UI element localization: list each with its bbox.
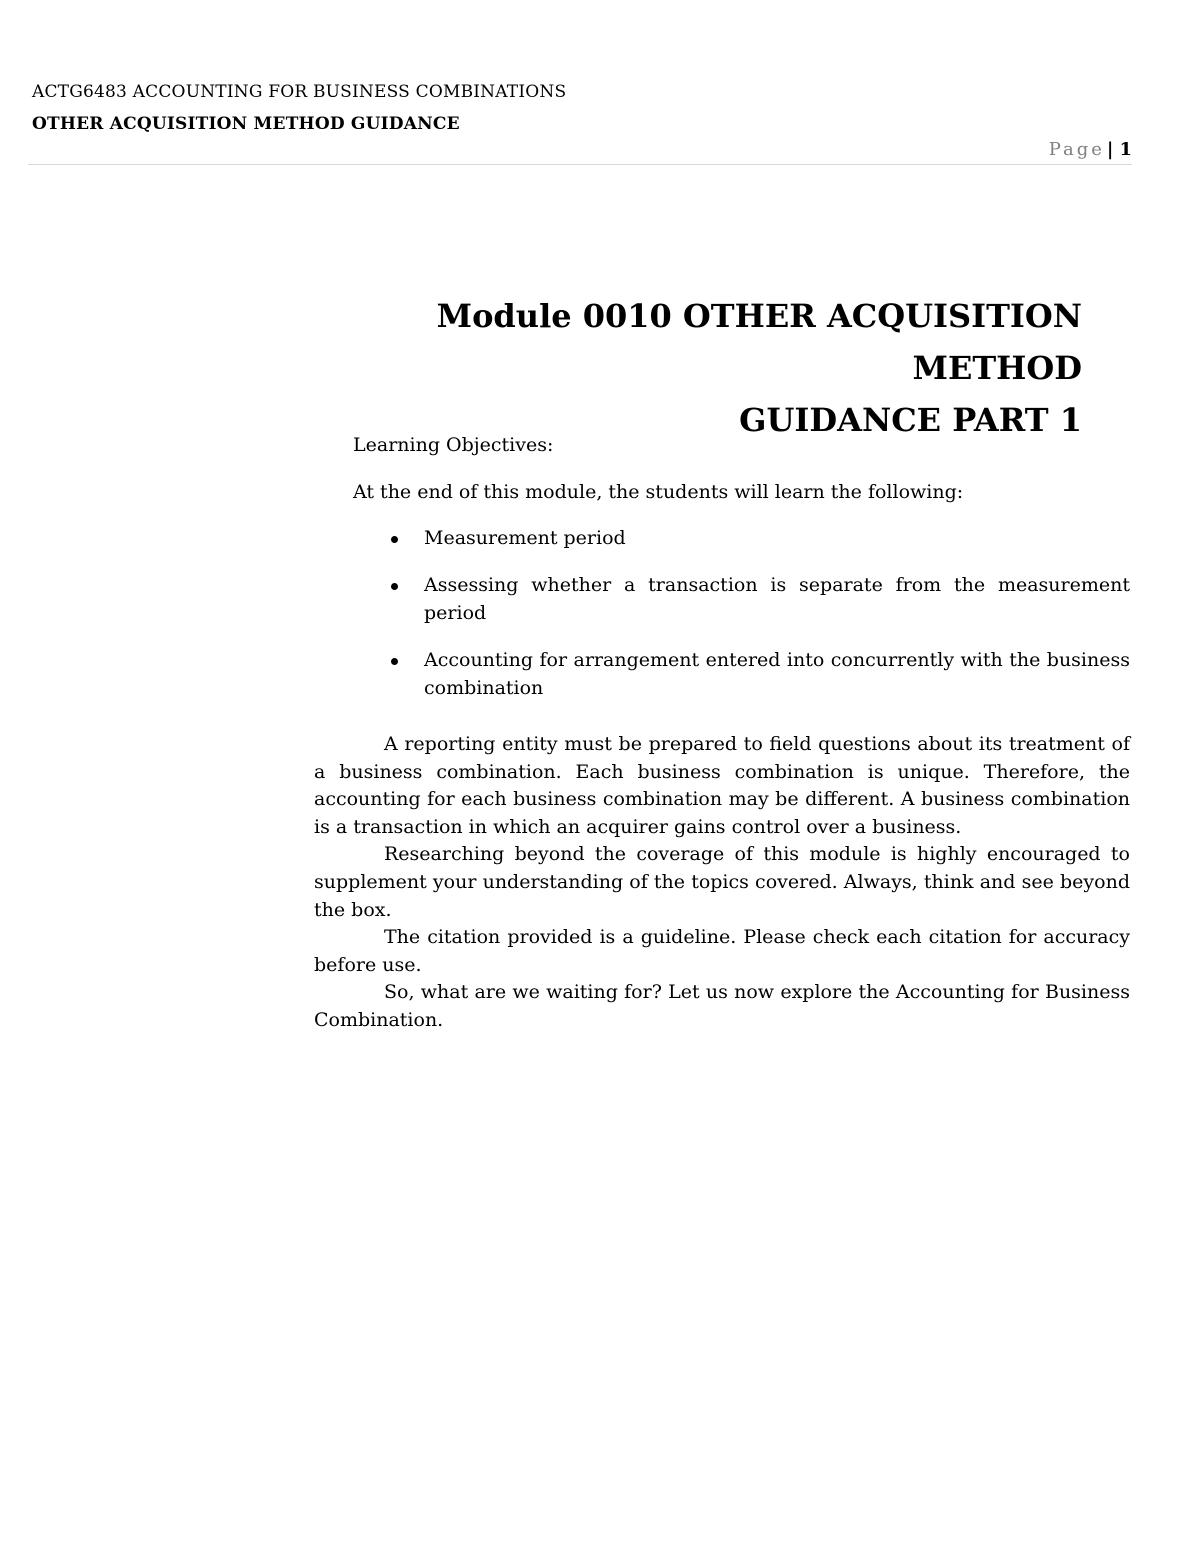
course-title: ACTG6483 ACCOUNTING FOR BUSINESS COMBINATIONS — [32, 82, 567, 102]
page-number-value: 1 — [1119, 139, 1132, 160]
page-separator: | — [1106, 139, 1114, 160]
module-title-line-1: Module 0010 OTHER ACQUISITION METHOD — [436, 297, 1082, 387]
bullet-icon — [391, 658, 398, 665]
body-paragraph: So, what are we waiting for? Let us now explore the Accounting for Business Combination. — [314, 981, 1130, 1031]
list-item — [353, 646, 1130, 702]
header-divider — [28, 164, 1132, 165]
list-item — [353, 524, 1130, 552]
list-item-text: Accounting for arrangement entered into concurrently with the business combination — [424, 649, 1130, 699]
module-title — [300, 290, 1082, 446]
body-paragraph: The citation provided is a guideline. Please check each citation for accuracy before use. — [314, 926, 1130, 976]
page-header — [32, 80, 1132, 136]
body-paragraph: A reporting entity must be prepared to field questions about its treatment of a business combination. Each business combination is unique. Therefore, the accounting for each business combination may be different. A business combination is a transaction in which an acquirer gains control over a business. — [314, 733, 1130, 838]
page-label: Page — [1048, 139, 1105, 160]
body-text — [314, 731, 1130, 1035]
learning-objectives — [353, 430, 1133, 721]
module-subtitle: OTHER ACQUISITION METHOD GUIDANCE — [32, 114, 460, 134]
list-item-text: Assessing whether a transaction is separate from the measurement period — [424, 574, 1130, 624]
objectives-heading: Learning Objectives: — [353, 434, 554, 456]
bullet-icon — [391, 583, 398, 590]
objectives-list — [353, 524, 1133, 702]
list-item-text: Measurement period — [424, 527, 626, 549]
page-number — [1049, 138, 1132, 162]
objectives-intro: At the end of this module, the students will learn the following: — [353, 481, 964, 503]
bullet-icon — [391, 536, 398, 543]
list-item — [353, 571, 1130, 627]
body-paragraph: Researching beyond the coverage of this module is highly encouraged to supplement your understanding of the topics covered. Always, think and see beyond the box. — [314, 843, 1130, 921]
module-title-line-2: GUIDANCE PART 1 — [739, 401, 1082, 439]
